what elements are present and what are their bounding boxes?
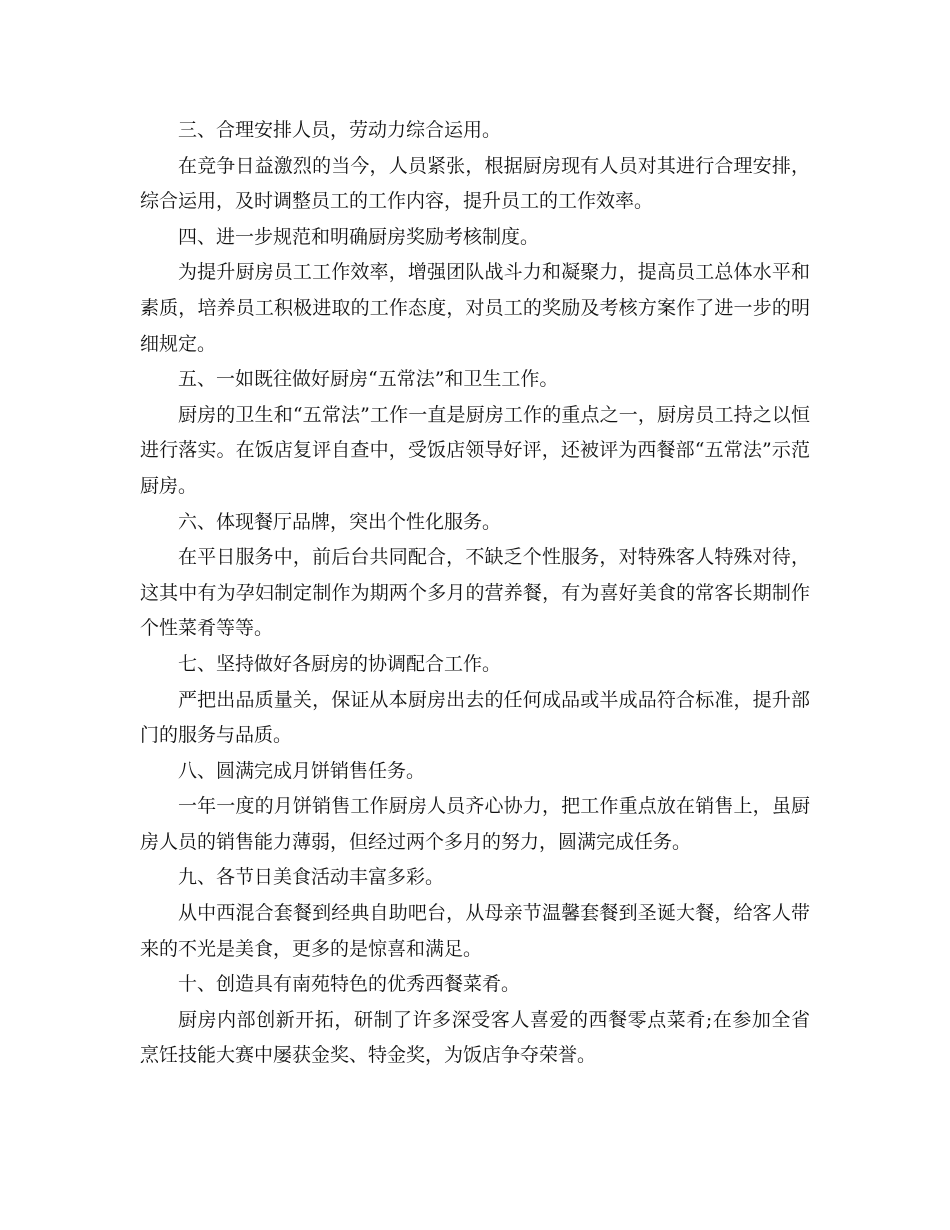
- paragraph: 为提升厨房员工工作效率，增强团队战斗力和凝聚力，提高员工总体水平和素质，培养员工积极进取的工作态度，对员工的奖励及考核方案作了进一步的明细规定。: [140, 261, 810, 355]
- heading-6: 六、体现餐厅品牌，突出个性化服务。: [178, 510, 502, 533]
- paragraph: 在竞争日益激烈的当今，人员紧张，根据厨房现有人员对其进行合理安排，综合运用，及时调整员工的工作内容，提升员工的工作效率。: [140, 154, 810, 213]
- heading-4: 四、进一步规范和明确厨房奖励考核制度。: [178, 225, 540, 248]
- heading-5: 五、一如既往做好厨房“五常法”和卫生工作。: [178, 368, 559, 391]
- heading-10: 十、创造具有南苑特色的优秀西餐菜肴。: [178, 973, 521, 996]
- paragraph: 厨房内部创新开拓，研制了许多深受客人喜爱的西餐零点菜肴;在参加全省烹饪技能大赛中屡获金奖、特金奖，为饭店争夺荣誉。: [140, 1008, 810, 1067]
- heading-7: 七、坚持做好各厨房的协调配合工作。: [178, 652, 502, 675]
- document-body: [140, 113, 810, 1074]
- heading-3: 三、合理安排人员，劳动力综合运用。: [178, 119, 502, 141]
- paragraph: 严把出品质量关，保证从本厨房出去的任何成品或半成品符合标准，提升部门的服务与品质。: [140, 688, 810, 747]
- heading-9: 九、各节日美食活动丰富多彩。: [178, 866, 445, 889]
- paragraph: 从中西混合套餐到经典自助吧台，从母亲节温馨套餐到圣诞大餐，给客人带来的不光是美食，更多的是惊喜和满足。: [140, 902, 810, 960]
- paragraph: 一年一度的月饼销售工作厨房人员齐心协力，把工作重点放在销售上，虽厨房人员的销售能力薄弱，但经过两个多月的努力，圆满完成任务。: [140, 795, 810, 853]
- heading-8: 八、圆满完成月饼销售任务。: [178, 759, 426, 782]
- paragraph: 在平日服务中，前后台共同配合，不缺乏个性服务，对特殊客人特殊对待，这其中有为孕妇制定制作为期两个多月的营养餐，有为喜好美食的常客长期制作个性菜肴等等。: [140, 546, 810, 640]
- paragraph: 厨房的卫生和“五常法”工作一直是厨房工作的重点之一，厨房员工持之以恒进行落实。在饭店复评自查中，受饭店领导好评，还被评为西餐部“五常法”示范厨房。: [140, 403, 810, 497]
